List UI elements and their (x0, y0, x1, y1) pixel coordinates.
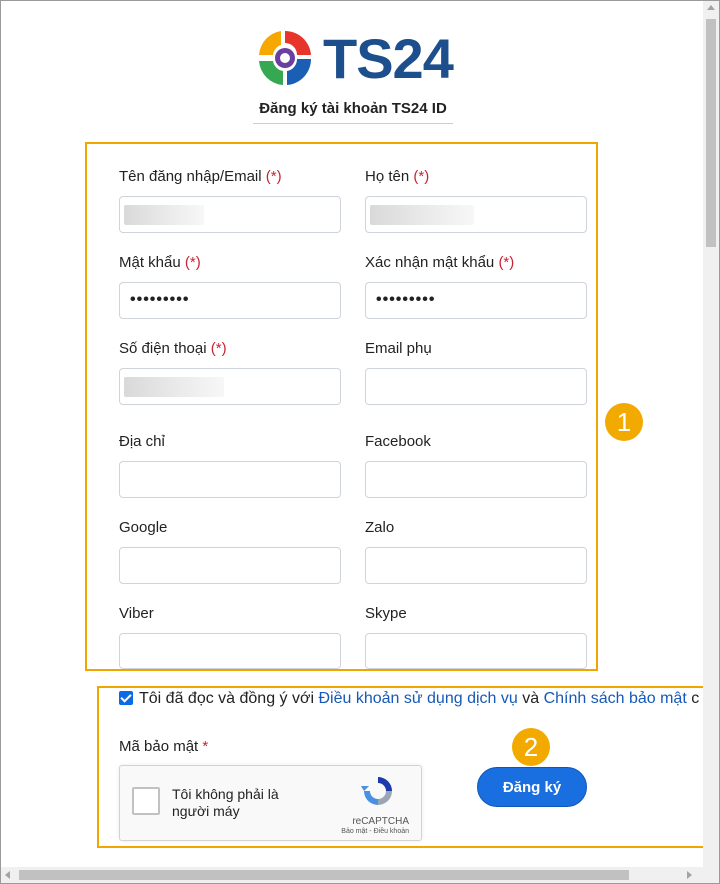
recaptcha-widget[interactable] (119, 765, 422, 841)
register-button[interactable]: Đăng ký (477, 767, 587, 807)
horizontal-scroll-thumb[interactable] (19, 870, 629, 880)
ts24-logo (253, 25, 453, 91)
address-input[interactable] (119, 461, 341, 498)
alt-email-input[interactable] (365, 368, 587, 405)
skype-label: Skype (365, 605, 407, 622)
vertical-scroll-thumb[interactable] (706, 19, 716, 247)
confirm-password-label: Xác nhận mật khẩu (*) (365, 254, 515, 271)
terms-link[interactable]: Điều khoản sử dụng dịch vụ (318, 690, 518, 707)
blurred-value (124, 205, 204, 225)
recaptcha-checkbox[interactable] (132, 787, 160, 815)
phone-label: Số điện thoại (*) (119, 340, 227, 357)
facebook-label: Facebook (365, 433, 431, 450)
privacy-link[interactable]: Chính sách bảo mật (543, 690, 687, 707)
zalo-label: Zalo (365, 519, 395, 536)
fullname-input[interactable] (365, 196, 587, 233)
title-divider (253, 123, 453, 124)
scroll-right-icon[interactable] (687, 871, 692, 879)
recaptcha-links[interactable]: Bảo mật - Điều khoản (341, 828, 409, 835)
terms-agreement[interactable]: Tôi đã đọc và đồng ý với Điều khoản sử dụng dịch vụ và Chính sách bảo mật c (119, 690, 709, 712)
google-label: Google (119, 519, 168, 536)
security-code-label: Mã bảo mật * (119, 738, 209, 755)
recaptcha-text: Tôi không phải là người máy (172, 786, 279, 819)
confirm-password-input[interactable]: ••••••••• (365, 282, 587, 319)
viber-label: Viber (119, 605, 154, 622)
username-label: Tên đăng nhập/Email (*) (119, 168, 282, 185)
page-title: Đăng ký tài khoản TS24 ID (259, 100, 447, 117)
alt-email-label: Email phụ (365, 340, 432, 357)
skype-input[interactable] (365, 633, 587, 669)
blurred-value (124, 377, 224, 397)
callout-badge-1: 1 (605, 403, 643, 441)
logo-text: TS24 (323, 27, 453, 90)
password-label: Mật khẩu (*) (119, 254, 201, 271)
facebook-input[interactable] (365, 461, 587, 498)
username-input[interactable] (119, 196, 341, 233)
blurred-value (370, 205, 474, 225)
password-input[interactable]: ••••••••• (119, 282, 341, 319)
viber-input[interactable] (119, 633, 341, 669)
fullname-label: Họ tên (*) (365, 168, 430, 185)
ts24-logo-icon (253, 25, 317, 91)
vertical-scrollbar[interactable] (703, 1, 719, 869)
scroll-left-icon[interactable] (5, 871, 10, 879)
google-input[interactable] (119, 547, 341, 584)
address-label: Địa chỉ (119, 433, 165, 450)
callout-badge-2: 2 (512, 728, 550, 766)
horizontal-scrollbar[interactable] (1, 867, 719, 883)
zalo-input[interactable] (365, 547, 587, 584)
agree-checkbox[interactable] (119, 691, 133, 705)
phone-input[interactable] (119, 368, 341, 405)
recaptcha-brand: reCAPTCHA (352, 816, 409, 827)
recaptcha-icon (361, 774, 395, 808)
scroll-up-icon[interactable] (707, 5, 715, 10)
